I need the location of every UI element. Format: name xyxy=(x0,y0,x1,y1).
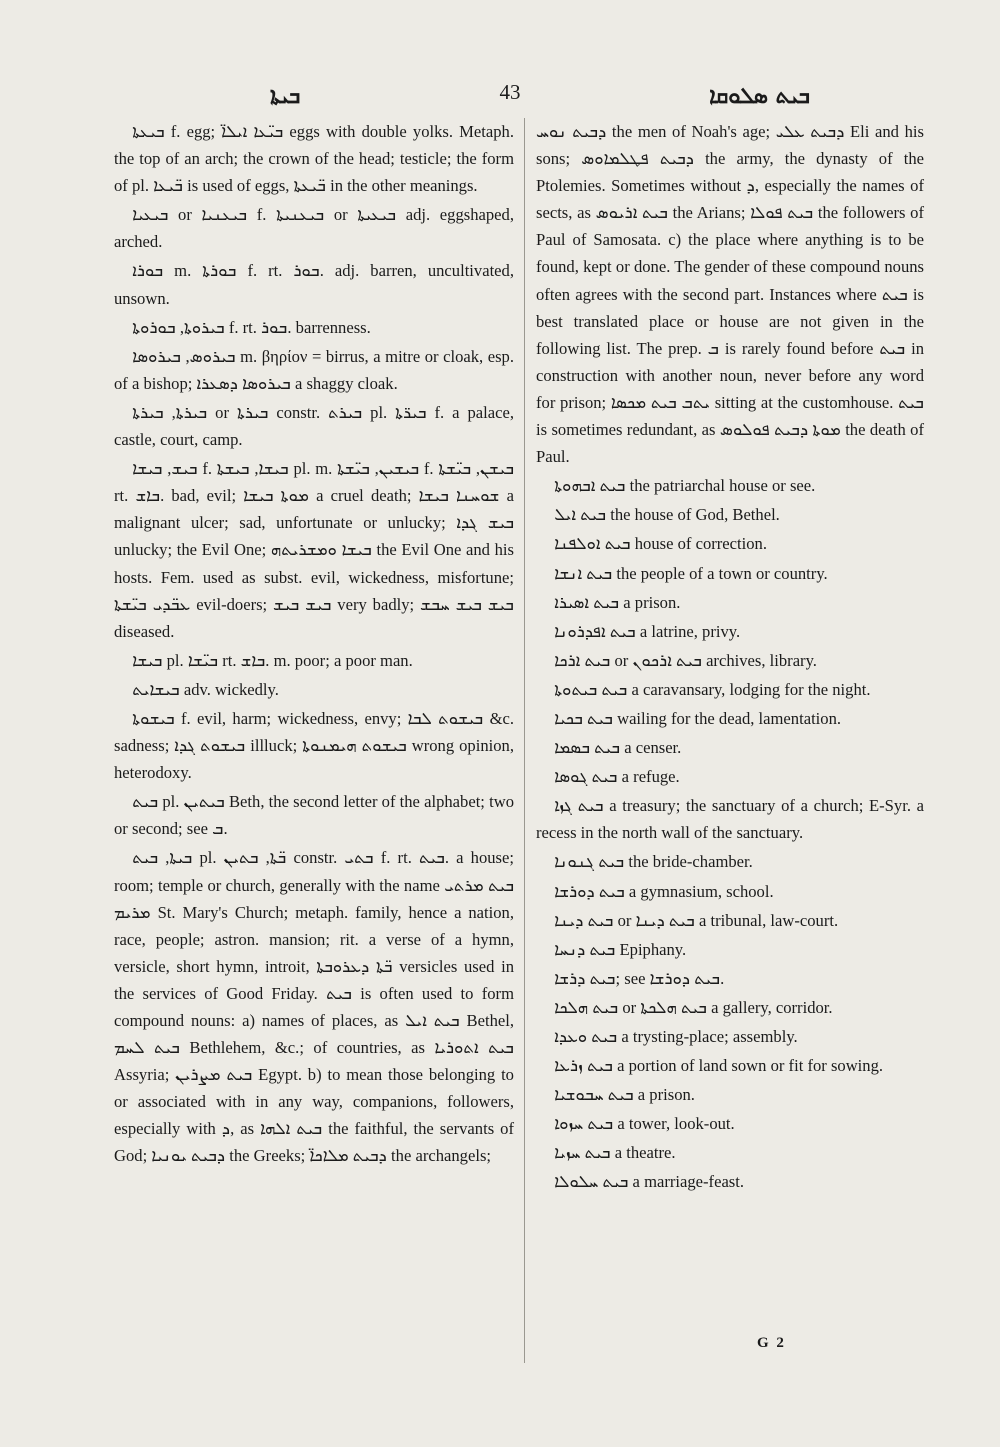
entry-poor: ܒܝܫܐ pl. ܒܝ̈ܫܐ rt. ܒܐܫ. m. poor; a poor man. xyxy=(132,650,413,670)
entry-epiphany: ܒܝܬ ܕܢܚܐ Epiphany. xyxy=(554,939,687,959)
entry-birrus: ܒܝܪܘܣ, ܒܝܪܘܣܐ m. βηρίον = birrus, a mitre or cloak, esp. of a bishop; ܒܝܪܘܣܐ ܕܣܥܪܐ a shaggy cloak. xyxy=(114,346,514,393)
entry-tower: ܒܝܬ ܚܙܘܐ a tower, look-out. xyxy=(554,1114,735,1134)
entry-censer: ܒܝܬ ܒܣܡܐ a censer. xyxy=(554,738,682,758)
entry-refuge: ܒܝܬ ܓܘܣܐ a refuge. xyxy=(554,767,680,787)
entry-gymnasium: ܒܝܬ ܕܘܪܫܐ a gymnasium, school. xyxy=(554,881,774,901)
running-head xyxy=(100,80,920,120)
entry-archives: ܒܝܬ ܐܪܟܐ or ܒܝܬ ܐܪܟܘܢ archives, library. xyxy=(554,650,817,670)
entry-lamentation: ܒܝܬ ܒܟܝܐ wailing for the dead, lamentation. xyxy=(554,708,842,728)
running-head-left: ܒܝܬܐ xyxy=(270,84,301,109)
entry-gallery: ܒܝܬ ܗܠܟܐ or ܒܝܬ ܗܠܟܬܐ a gallery, corridor. xyxy=(554,997,833,1017)
entry-marriage-feast: ܒܝܬ ܚܠܘܠܐ a marriage-feast. xyxy=(554,1172,745,1192)
entry-beth: ܒܝܬ pl. ܒܝܬܝܢ Beth, the second letter of the alphabet; two or second; see ܒ. xyxy=(114,792,514,839)
running-head-right: ܒܝܬ ܣܠܘܩܐ xyxy=(709,84,810,109)
entry-bethel: ܒܝܬ ܐܝܠ the house of God, Bethel. xyxy=(554,505,780,525)
entry-see-gymnasium: ܒܝܬ ܕܪܫܐ; see ܒܝܬ ܕܘܪܫܐ. xyxy=(554,968,725,988)
entry-house-of-correction: ܒܝܬ ܐܘܠܦܢܐ house of correction. xyxy=(554,534,767,554)
entry-evil: ܒܝܫܘܬܐ f. evil, harm; wickedness, envy; ܒܝܫܘܬ ܠܒܐ &c. sadness; ܒܝܫܘܬ ܓܕܐ illluck; ܒܝܫܘܬ ܗܝܡܢܘܬܐ wrong opinion, heterodoxy. xyxy=(114,708,514,783)
entry-theatre: ܒܝܬ ܚܙܝܐ a theatre. xyxy=(554,1143,676,1163)
entry-eggshaped: ܒܝܥܝܐ or ܒܝܥܢܝܐ f. ܒܝܥܢܝܬܐ or ܒܝܥܝܬܐ adj. eggshaped, arched. xyxy=(114,205,514,252)
entry-barrenness: ܒܝܪܘܬܐ, ܒܘܪܘܬܐ f. rt. ܒܘܪ. barrenness. xyxy=(132,317,371,337)
entry-bad: ܒܝܫ, ܒܝܫܐ f. ܒܝܫܐ, ܒܝܫܬܐ pl. m. ܒܝܫܝܢ, ܒܝ̈ܫܬܐ f. ܒܝܫܢ, ܒܝ̈ܫܬܐ rt. ܒܐܫ. bad, evil; ܡܘܬܐ ܒܝܫܐ a cruel death; ܫܘܚܢܐ ܒܝܫܐ a malignant ulcer; sad, unfortunate or unlucky; ܒܝܫ ܓܕܐ unlucky; the Evil One; ܒܝܫܐ ܘܡܫܪܝܬܗ the Evil One and his hosts. Fem. used as subst. evil, wickedness, misfortune; ܥܒ̈ܕܝ ܒܝ̈ܫܬܐ evil-doers; ܒܝܫ ܒܝܫ very badly; ܒܝܫ ܒܝܫ ܚܒܫ diseased. xyxy=(114,459,515,641)
left-column xyxy=(114,118,514,1172)
entry-latrine: ܒܝܬ ܐܦܕܪܘܢܐ a latrine, privy. xyxy=(554,621,741,641)
entry-people-of-town: ܒܝܬ ܐܢܫܐ the people of a town or country. xyxy=(554,563,828,583)
entry-prison: ܒܝܬ ܐܣܝܪܐ a prison. xyxy=(554,592,681,612)
entry-prison-2: ܒܝܬ ܚܒܘܫܝܐ a prison. xyxy=(554,1085,695,1105)
right-column xyxy=(536,118,924,1198)
entry-treasury: ܒܝܬ ܓܙܐ a treasury; the sanctuary of a church; E-Syr. a recess in the north wall of the sanctuary. xyxy=(536,796,924,843)
page-number: 43 xyxy=(499,80,521,104)
entry-land-sown: ܒܝܬ ܙܪܥܐ a portion of land sown or fit for sowing. xyxy=(554,1056,884,1076)
signature-mark: G 2 xyxy=(757,1335,786,1351)
entry-house-continued: ܕܒܝܬ ܢܘܚ the men of Noah's age; ܕܒܝܬ ܥܠܝ Eli and his sons; ܕܒܝܬ ܦܛܠܡܐܘܣ the army, the dynasty of the Ptolemies. Sometimes without ܕ, especially the names of sects, as ܒܝܬ ܐܪܝܘܣ the Arians; ܒܝܬ ܦܘܠܐ the followers of Paul of Samosata. c) the place where anything is to be found, kept or done. The gender of these compound nouns often agrees with the second part. Instances where ܒܝܬ is best translated place or house are not given in the following list. The prep. ܒ is rarely found before ܒܝܬ in construction with another noun, never before any word for prison; ܝܬܒ ܒܝܬ ܡܟܣܐ sitting at the customhouse. ܒܝܬ is sometimes redundant, as ܡܘܬܐ ܕܒܝܬ ܦܘܠܘܣ the death of Paul. xyxy=(536,122,925,467)
entry-egg: ܒܝܥܬܐ f. egg; ܒܝ̈ܥܐ ܐܝܠܐ̈ eggs with double yolks. Metaph. the top of an arch; the crown of the head; testicle; the form of pl. ܒ̈ܝܥܐ is used of eggs, ܒ̈ܝܥܬܐ in the other meanings. xyxy=(114,122,514,196)
entry-barren: ܒܘܪܐ m. ܒܘܪܬܐ f. rt. ܒܘܪ. adj. barren, uncultivated, unsown. xyxy=(114,261,514,308)
column-divider xyxy=(524,118,525,1363)
entry-palace: ܒܝܪܬܐ, ܒܝܪܬܐ or ܒܝܪܬܐ constr. ܒܝܪܬ pl. ܒܝܪ̈ܬܐ f. a palace, castle, court, camp. xyxy=(114,402,514,450)
entry-patriarchal-house: ܒܝܬ ܐܒܗܘܬܐ the patriarchal house or see. xyxy=(554,476,816,496)
entry-caravansary: ܒܝܬ ܒܝܬܘܬܐ a caravansary, lodging for the night. xyxy=(554,679,871,699)
entry-house: ܒܝܬܐ, ܒܝܬ pl. ܒ̈ܬܐ, ܒܬܝܢ constr. ܒܬܝ f. rt. ܒܝܬ. a house; room; temple or church, generally with the name ܒܝܬ ܡܪܬܝ ܡܪܝܡ St. Mary's Church; metaph. family, hence a nation, race, people; astron. mansion; rit. a verse of a hymn, versicle, short hymn, introit, ܒ̈ܬܐ ܕܥܪܘܒܬܐ versicles used in the services of Good Friday. ܒܝܬ is often used to form compound nouns: a) names of places, as ܒܝܬ ܐܝܠ Bethel, ܒܝܬ ܠܚܡ Bethlehem, &c.; of countries, as ܒܝܬ ܐܬܘܪܝܐ Assyria; ܒܝܬ ܡܨܪܝܢ Egypt. b) to mean those belonging to or associated with in any way, companions, followers, especially with ܕ, as ܒܝܬ ܐܠܗܐ the faithful, the servants of God; ܕܒܝܬ ܝܘܢܝܐ the Greeks; ܕܒܝܬ ܡܠܐܟܐ̈ the archangels; xyxy=(114,848,515,1166)
entry-tribunal: ܒܝܬ ܕܝܢܐ or ܒܝܬ ܕܝܢܐ a tribunal, law-court. xyxy=(554,910,839,930)
entry-trysting-place: ܒܝܬ ܘܥܕܐ a trysting-place; assembly. xyxy=(554,1027,798,1046)
entry-bride-chamber: ܒܝܬ ܓܢܘܢܐ the bride-chamber. xyxy=(554,852,753,872)
entry-wickedly: ܒܝܫܐܝܬ adv. wickedly. xyxy=(132,679,279,699)
